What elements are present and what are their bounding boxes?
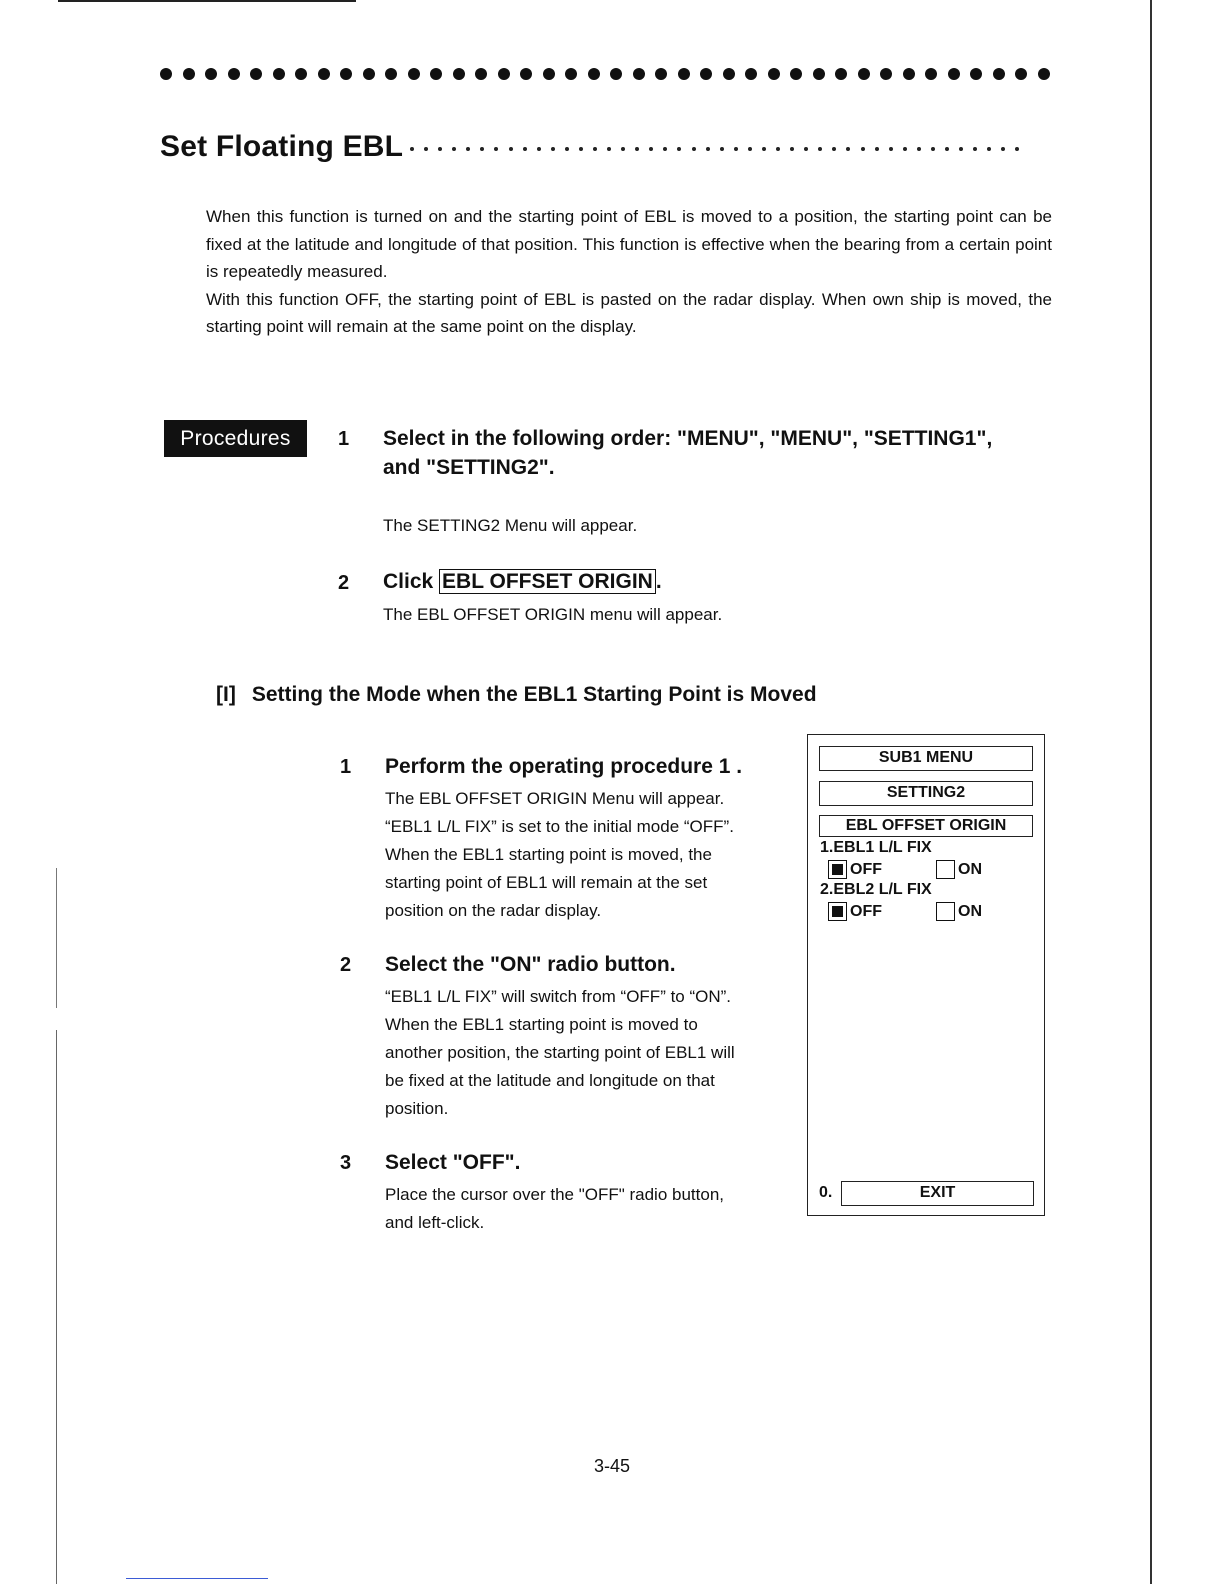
divider-dot xyxy=(700,68,712,80)
divider-dot xyxy=(363,68,375,80)
leader-dot xyxy=(1001,147,1005,151)
leader-dot xyxy=(494,147,498,151)
divider-dot xyxy=(790,68,802,80)
leader-dot xyxy=(790,147,794,151)
section-step-3-desc xyxy=(385,1181,724,1237)
sub1-menu-button[interactable]: SUB1 MENU xyxy=(819,746,1033,771)
section-step-2-desc xyxy=(385,983,735,1123)
leader-dot xyxy=(649,147,653,151)
desc-line: position on the radar display. xyxy=(385,901,602,920)
leader-dot xyxy=(410,147,414,151)
divider-dot xyxy=(250,68,262,80)
procedure-step-2-suffix: . xyxy=(655,570,662,593)
desc-line: another position, the starting point of EBL1 will xyxy=(385,1043,735,1062)
divider-dot xyxy=(318,68,330,80)
leader-dot xyxy=(846,147,850,151)
leader-dot xyxy=(762,147,766,151)
procedure-step-1-heading xyxy=(383,424,992,482)
ebl1-off-radio[interactable] xyxy=(828,860,882,879)
leader-dot xyxy=(551,147,555,151)
leader-dot xyxy=(424,147,428,151)
exit-index: 0. xyxy=(819,1184,833,1201)
divider-dot xyxy=(340,68,352,80)
divider-dot xyxy=(768,68,780,80)
divider-dot xyxy=(543,68,555,80)
leader-dot xyxy=(466,147,470,151)
procedure-step-1-number: 1 xyxy=(338,428,350,450)
divider-dot xyxy=(610,68,622,80)
leader-dot xyxy=(987,147,991,151)
desc-line: and left-click. xyxy=(385,1213,485,1232)
divider-dot xyxy=(385,68,397,80)
desc-line: When the EBL1 starting point is moved, the xyxy=(385,845,712,864)
leader-dot xyxy=(720,147,724,151)
leader-dot xyxy=(621,147,625,151)
section-tag: [I] xyxy=(216,683,236,706)
desc-line: be fixed at the latitude and longitude on that xyxy=(385,1071,715,1090)
dotted-divider xyxy=(160,62,1050,86)
section-heading xyxy=(216,683,817,707)
leader-dot xyxy=(537,147,541,151)
section-heading-text: Setting the Mode when the EBL1 Starting Point is Moved xyxy=(251,683,817,706)
left-margin-rule-lower xyxy=(56,1030,57,1584)
leader-dot xyxy=(509,147,513,151)
ebl2-off-label: OFF xyxy=(850,902,882,920)
leader-dot xyxy=(861,147,865,151)
page-title: Set Floating EBL xyxy=(160,130,404,163)
leader-dot xyxy=(452,147,456,151)
ebl2-on-label: ON xyxy=(958,902,982,920)
title-leader-dots xyxy=(410,140,1020,158)
divider-dot xyxy=(565,68,577,80)
leader-dot xyxy=(438,147,442,151)
section-step-2-number: 2 xyxy=(340,954,352,976)
ebl2-on-radio[interactable] xyxy=(936,902,982,921)
divider-dot xyxy=(430,68,442,80)
ebl1-on-radio[interactable] xyxy=(936,860,982,879)
leader-dot xyxy=(903,147,907,151)
leader-dot xyxy=(607,147,611,151)
divider-dot xyxy=(273,68,285,80)
ebl-offset-origin-menu xyxy=(807,734,1045,1216)
procedure-step-2-desc: The EBL OFFSET ORIGIN menu will appear. xyxy=(383,605,723,624)
leader-dot xyxy=(748,147,752,151)
divider-dot xyxy=(835,68,847,80)
leader-dot xyxy=(832,147,836,151)
divider-dot xyxy=(813,68,825,80)
desc-line: position. xyxy=(385,1099,449,1118)
leader-dot xyxy=(692,147,696,151)
radio-unchecked-icon xyxy=(936,902,955,921)
leader-dot xyxy=(959,147,963,151)
procedure-step-1-desc: The SETTING2 Menu will appear. xyxy=(383,516,638,535)
leader-dot xyxy=(776,147,780,151)
leader-dot xyxy=(734,147,738,151)
leader-dot xyxy=(677,147,681,151)
section-step-1-desc xyxy=(385,785,734,925)
procedure-step-2-heading xyxy=(383,567,662,596)
divider-dot xyxy=(408,68,420,80)
leader-dot xyxy=(917,147,921,151)
desc-line: Place the cursor over the "OFF" radio button, xyxy=(385,1185,725,1204)
desc-line: starting point of EBL1 will remain at the set xyxy=(385,873,708,892)
radio-checked-icon xyxy=(828,902,847,921)
divider-dot xyxy=(970,68,982,80)
procedure-step-1-heading-line2: and "SETTING2". xyxy=(383,456,555,479)
leader-dot xyxy=(945,147,949,151)
section-step-2-heading: Select the "ON" radio button. xyxy=(385,953,676,976)
setting2-button[interactable]: SETTING2 xyxy=(819,781,1033,806)
leader-dot xyxy=(931,147,935,151)
divider-dot xyxy=(993,68,1005,80)
leader-dot xyxy=(663,147,667,151)
page-number: 3-45 xyxy=(593,1456,631,1476)
divider-dot xyxy=(160,68,172,80)
intro-paragraph-1: When this function is turned on and the starting point of EBL is moved to a position, the starting point can be fixed at the latitude and longitude of that position. This function is effective when the bearing from a certain point is repeatedly measured. xyxy=(206,207,1052,281)
divider-dot xyxy=(295,68,307,80)
divider-dot xyxy=(655,68,667,80)
divider-dot xyxy=(588,68,600,80)
ebl1-on-label: ON xyxy=(958,860,982,878)
desc-line: “EBL1 L/L FIX” is set to the initial mode “OFF”. xyxy=(385,817,734,836)
divider-dot xyxy=(1038,68,1050,80)
procedure-step-2-number: 2 xyxy=(338,572,350,594)
procedures-badge: Procedures xyxy=(164,420,307,457)
radio-checked-icon xyxy=(828,860,847,879)
desc-line: When the EBL1 starting point is moved to xyxy=(385,1015,698,1034)
leader-dot xyxy=(593,147,597,151)
leader-dot xyxy=(889,147,893,151)
divider-dot xyxy=(498,68,510,80)
section-step-3-number: 3 xyxy=(340,1152,352,1174)
leader-dot xyxy=(706,147,710,151)
leader-dot xyxy=(1015,147,1019,151)
desc-line: “EBL1 L/L FIX” will switch from “OFF” to “ON”. xyxy=(385,987,732,1006)
leader-dot xyxy=(818,147,822,151)
ebl1-off-label: OFF xyxy=(850,860,882,878)
bottom-rule xyxy=(126,1578,268,1579)
ebl2-ll-fix-label: 2.EBL2 L/L FIX xyxy=(820,881,932,898)
leader-dot xyxy=(523,147,527,151)
leader-dot xyxy=(635,147,639,151)
section-step-1-heading: Perform the operating procedure 1 . xyxy=(385,755,743,778)
exit-button[interactable]: EXIT xyxy=(841,1181,1034,1206)
procedure-step-1-heading-line1: Select in the following order: "MENU", "MENU", "SETTING1", xyxy=(383,427,993,450)
divider-dot xyxy=(1015,68,1027,80)
divider-dot xyxy=(205,68,217,80)
leader-dot xyxy=(480,147,484,151)
right-margin-rule xyxy=(1150,0,1152,1584)
divider-dot xyxy=(903,68,915,80)
desc-line: The EBL OFFSET ORIGIN Menu will appear. xyxy=(385,789,725,808)
leader-dot xyxy=(579,147,583,151)
ebl-offset-origin-keyword: EBL OFFSET ORIGIN xyxy=(439,569,656,594)
divider-dot xyxy=(678,68,690,80)
divider-dot xyxy=(723,68,735,80)
divider-dot xyxy=(858,68,870,80)
divider-dot xyxy=(880,68,892,80)
divider-dot xyxy=(228,68,240,80)
ebl2-off-radio[interactable] xyxy=(828,902,882,921)
procedure-step-2-prefix: Click xyxy=(383,570,440,593)
divider-dot xyxy=(183,68,195,80)
divider-dot xyxy=(633,68,645,80)
top-rule xyxy=(58,0,356,2)
ebl-offset-origin-title: EBL OFFSET ORIGIN xyxy=(819,815,1033,837)
ebl1-ll-fix-label: 1.EBL1 L/L FIX xyxy=(820,839,932,856)
divider-dot xyxy=(925,68,937,80)
divider-dot xyxy=(475,68,487,80)
radio-unchecked-icon xyxy=(936,860,955,879)
leader-dot xyxy=(875,147,879,151)
leader-dot xyxy=(565,147,569,151)
left-margin-rule xyxy=(56,868,57,1008)
intro-paragraph-2: With this function OFF, the starting point of EBL is pasted on the radar display. When own ship is moved, the starting point will remain at the same point on the display. xyxy=(206,289,1052,336)
section-step-1-number: 1 xyxy=(340,756,352,778)
divider-dot xyxy=(745,68,757,80)
intro-text xyxy=(206,203,1052,341)
divider-dot xyxy=(948,68,960,80)
divider-dot xyxy=(453,68,465,80)
divider-dot xyxy=(520,68,532,80)
section-step-3-heading: Select "OFF". xyxy=(385,1151,521,1174)
leader-dot xyxy=(973,147,977,151)
leader-dot xyxy=(804,147,808,151)
